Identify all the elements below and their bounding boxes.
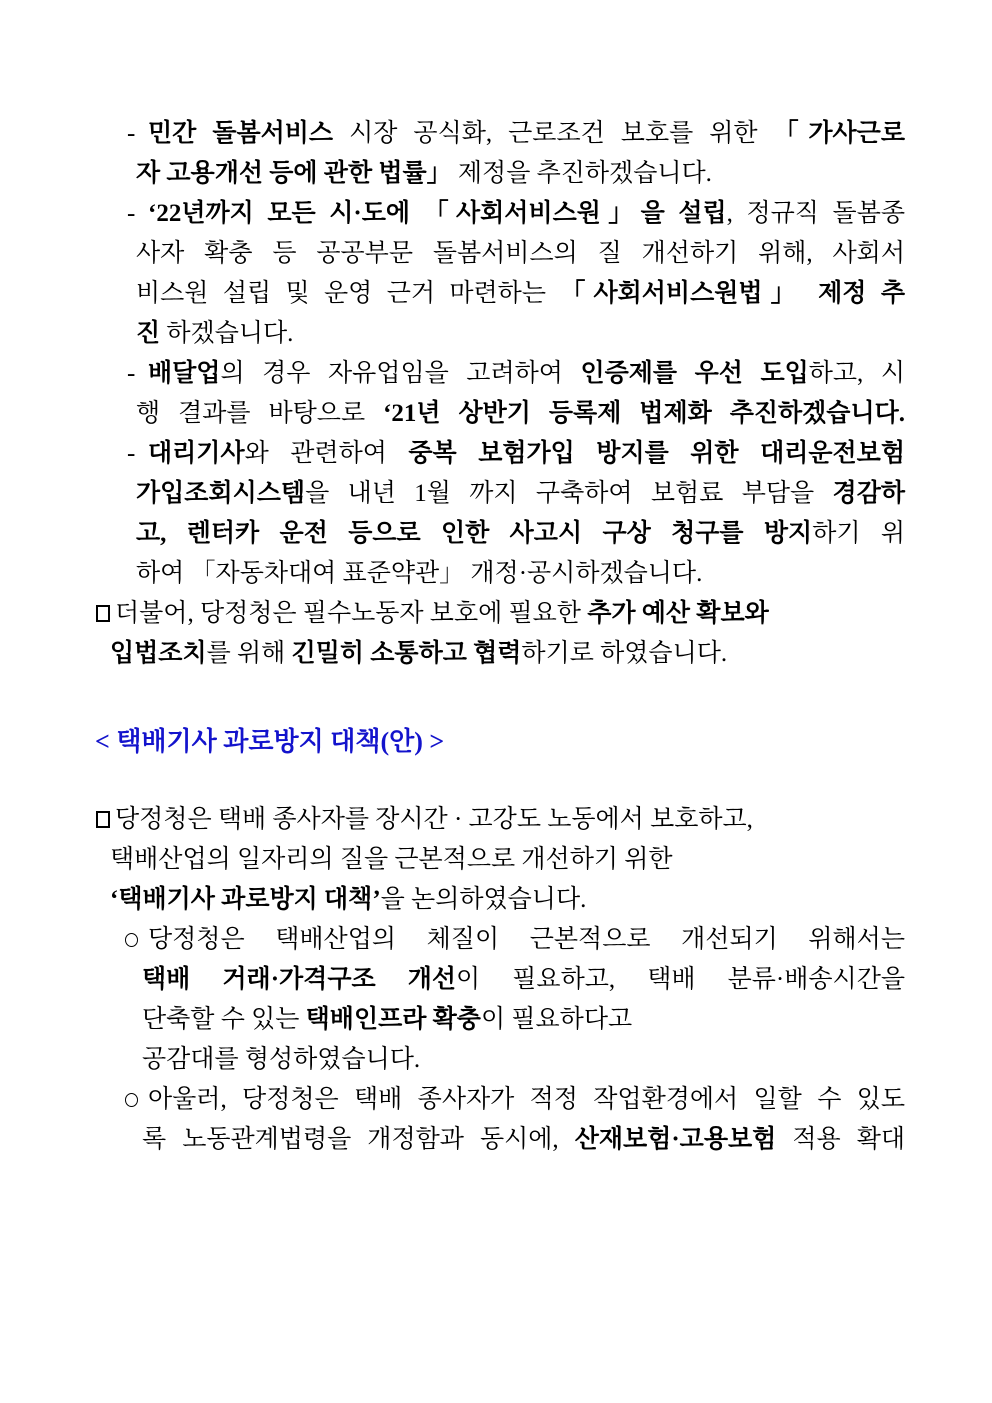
text-run: 당정청은 택배산업의 체질이 근본적으로 개선되기 위해서는 — [148, 926, 905, 953]
text-line — [142, 1080, 905, 1120]
text-run: 「사회서비스원법」 제정 추 — [560, 280, 905, 307]
text-line — [110, 840, 905, 880]
text-run: 대리기사 — [148, 440, 245, 467]
text-line — [136, 234, 905, 274]
text-run: 시장 공식화, 근로조건 보호를 위한 — [333, 120, 774, 147]
text-run: 택배 거래·가격구조 개선 — [142, 966, 457, 993]
text-line — [110, 594, 905, 634]
text-line — [136, 394, 905, 434]
text-run: 제정을 추진하겠습니다. — [451, 160, 712, 187]
text-line — [136, 154, 905, 194]
text-run: 를 위해 — [206, 640, 292, 667]
text-run: 중복 보험가입 방지를 위한 대리운전보험 — [408, 440, 905, 467]
para-additional-budget — [110, 594, 905, 674]
text-run: 하고, 시 — [808, 360, 905, 387]
text-run: 「가사근로 — [773, 120, 905, 147]
list-item-social-service-won — [127, 194, 906, 354]
text-line — [136, 314, 905, 354]
text-run: , 정규직 돌봄종 — [726, 200, 906, 227]
text-run: 추가 예산 확보와 — [587, 600, 769, 627]
text-line — [110, 800, 905, 840]
text-run: 인증제를 우선 도입 — [580, 360, 809, 387]
text-line — [136, 114, 905, 154]
text-run: 배달업 — [148, 360, 221, 387]
text-line — [142, 1000, 905, 1040]
text-run: 을 내년 1월 까지 구축하여 보험료 부담을 — [305, 480, 833, 507]
text-run: 진 — [136, 320, 161, 347]
square-bullet-icon — [96, 605, 110, 622]
text-run: 의 경우 자유업임을 고려하여 — [220, 360, 581, 387]
text-run: 을 논의하였습니다. — [380, 886, 587, 913]
para-insurance-expansion — [142, 1080, 905, 1160]
para-taekbae-structure — [142, 920, 905, 1080]
text-run: 아울러, 당정청은 택배 종사자가 적정 작업환경에서 일할 수 있도 — [148, 1086, 905, 1113]
text-line — [136, 474, 905, 514]
text-run: 경감하 — [832, 480, 905, 507]
text-line — [136, 514, 905, 554]
text-line — [142, 920, 905, 960]
text-line — [136, 354, 905, 394]
text-run: 자 고용개선 등에 관한 법률」 — [136, 160, 452, 187]
text-run: 이 필요하다고 — [480, 1006, 633, 1033]
text-run: 적용 확대 — [776, 1126, 905, 1153]
square-bullet-icon — [96, 811, 110, 828]
text-line — [136, 554, 905, 594]
list-item-dolbom-service — [127, 114, 905, 194]
text-line — [110, 880, 905, 920]
text-run: 사자 확충 등 공공부문 돌봄서비스의 질 개선하기 위해, 사회서 — [136, 240, 905, 267]
text-line — [136, 274, 905, 314]
text-run: 록 노동관계법령을 개정함과 동시에, — [142, 1126, 575, 1153]
para-taekbae-overwork-plan — [110, 800, 905, 920]
text-run: 하여 「자동차대여 표준약관」 개정·공시하겠습니다. — [136, 560, 703, 587]
text-run: 와 관련하여 — [244, 440, 409, 467]
text-run: 택배산업의 일자리의 질을 근본적으로 개선하기 위한 — [110, 846, 673, 873]
text-run: 당정청은 택배 종사자를 장시간 · 고강도 노동에서 보호하고, — [115, 806, 753, 833]
text-run: 비스원 설립 및 운영 근거 마련하는 — [136, 280, 561, 307]
text-run: 민간 돌봄서비스 — [148, 120, 334, 147]
list-item-daeri-gisa — [127, 434, 906, 594]
dash-bullet: - — [127, 200, 136, 227]
text-run: 하기 위 — [812, 520, 906, 547]
text-line — [110, 634, 905, 674]
text-run: 이 필요하고, 택배 분류·배송시간을 — [456, 966, 905, 993]
text-run: 하겠습니다. — [160, 320, 294, 347]
text-line — [142, 1040, 905, 1080]
text-run: ‘22년까지 모든 시·도에 「사회서비스원」을 설립 — [148, 200, 727, 227]
text-run: 가입조회시스템 — [136, 480, 306, 507]
text-line — [136, 194, 905, 234]
text-line — [136, 434, 905, 474]
text-run: 산재보험·고용보험 — [574, 1126, 777, 1153]
text-run: 단축할 수 있는 — [142, 1006, 306, 1033]
dash-bullet: - — [127, 360, 136, 387]
text-line — [142, 960, 905, 1000]
text-line — [142, 1120, 905, 1160]
dash-bullet: - — [127, 440, 136, 467]
text-run: 하기로 하였습니다. — [521, 640, 728, 667]
text-run: 공감대를 형성하였습니다. — [142, 1046, 421, 1073]
circle-bullet-icon — [125, 933, 138, 947]
section-heading: < 택배기사 과로방지 대책(안) > — [95, 727, 445, 756]
text-run: 더불어, 당정청은 필수노동자 보호에 필요한 — [115, 600, 588, 627]
list-item-baedal-business — [127, 354, 905, 434]
text-run: 긴밀히 소통하고 협력 — [291, 640, 522, 667]
text-run: 택배인프라 확충 — [305, 1006, 481, 1033]
text-run: ‘택배기사 과로방지 대책’ — [110, 886, 381, 913]
text-run: ‘21년 상반기 등록제 법제화 추진하겠습니다. — [383, 400, 905, 427]
text-run: 입법조치 — [110, 640, 207, 667]
text-run: 행 결과를 바탕으로 — [136, 400, 384, 427]
circle-bullet-icon — [125, 1093, 138, 1107]
dash-bullet: - — [127, 120, 136, 147]
text-run: 고, 렌터카 운전 등으로 인한 사고시 구상 청구를 방지 — [136, 520, 813, 547]
